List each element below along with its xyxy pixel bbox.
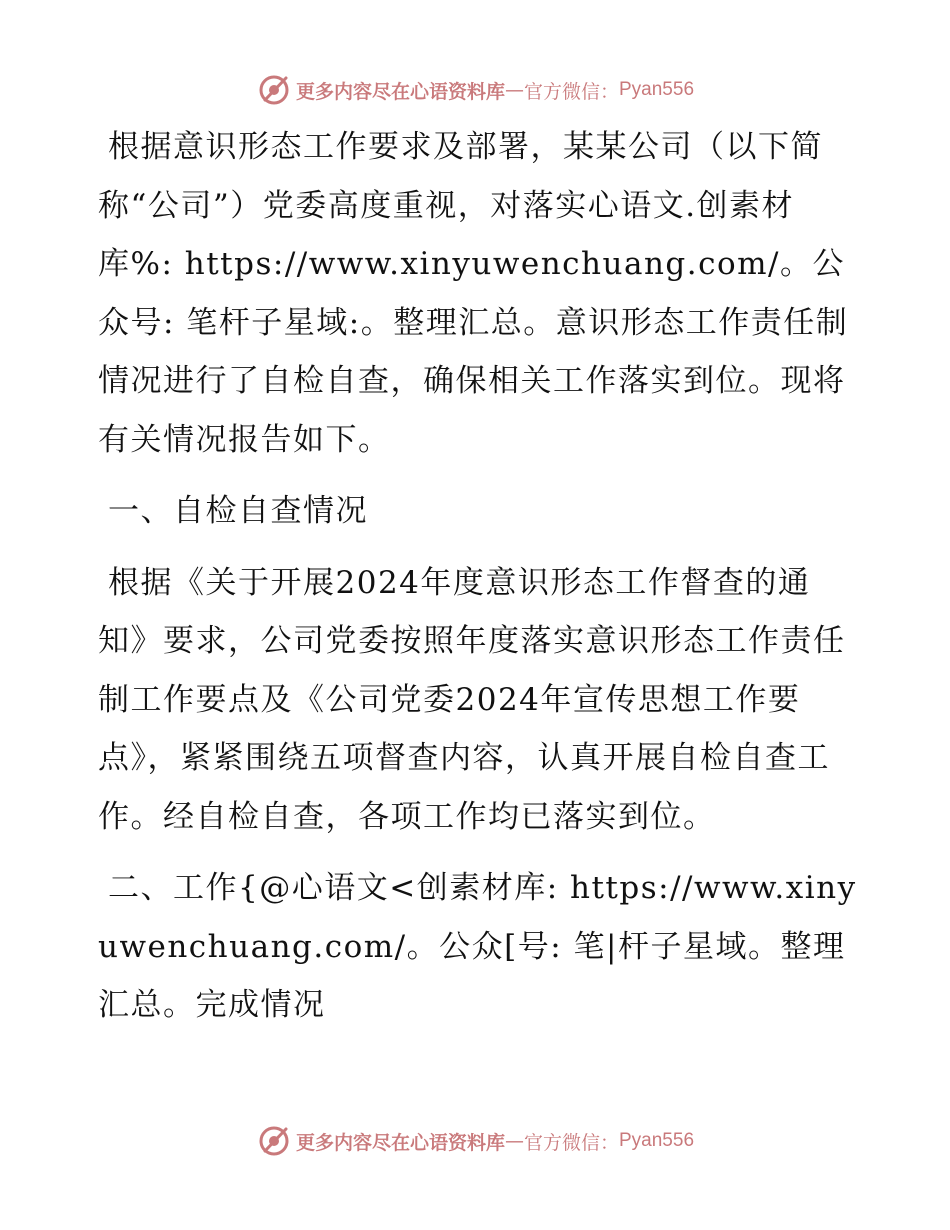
banner-separator: —: [504, 79, 524, 101]
banner-site-text: 更多内容尽在心语资料库: [295, 80, 505, 103]
banner-wechat-handle: Pyan556: [619, 79, 695, 100]
brand-logo-icon: [256, 1123, 292, 1159]
banner-site-text: 更多内容尽在心语资料库: [295, 1131, 505, 1154]
footer-banner: [0, 1121, 950, 1161]
section-heading-2: 二、工作{@心语文<创素材库: https://www.xinyuwenchuang.com/。公众[号: 笔|杆子星域。整理汇总。完成情况: [98, 870, 857, 1023]
paragraph-intro: 根据意识形态工作要求及部署，某某公司（以下简称“公司”）党委高度重视，对落实心语文.创素材库%: https://www.xinyuwenchuang.com/。公众号: 笔杆子星域:。整理汇总。意识形态工作责任制情况进行了自检自查，确保相关工作落实到位。现将有关情况报告如下。: [98, 129, 849, 458]
header-banner: [0, 70, 950, 110]
banner-separator: —: [504, 1130, 524, 1152]
banner-wechat-label: 官方微信：: [523, 80, 619, 103]
document-body: [98, 118, 858, 1048]
banner-wechat-label: 官方微信：: [523, 1131, 619, 1154]
banner-wechat-handle: Pyan556: [619, 1130, 695, 1151]
section-heading-1: 一、自检自查情况: [108, 493, 368, 529]
paragraph-self-check: 根据《关于开展2024年度意识形态工作督查的通知》要求，公司党委按照年度落实意识形态工作责任制工作要点及《公司党委2024年宣传思想工作要点》，紧紧围绕五项督查内容，认真开展自检自查工作。经自检自查，各项工作均已落实到位。: [98, 564, 846, 835]
brand-logo-icon: [256, 72, 292, 108]
